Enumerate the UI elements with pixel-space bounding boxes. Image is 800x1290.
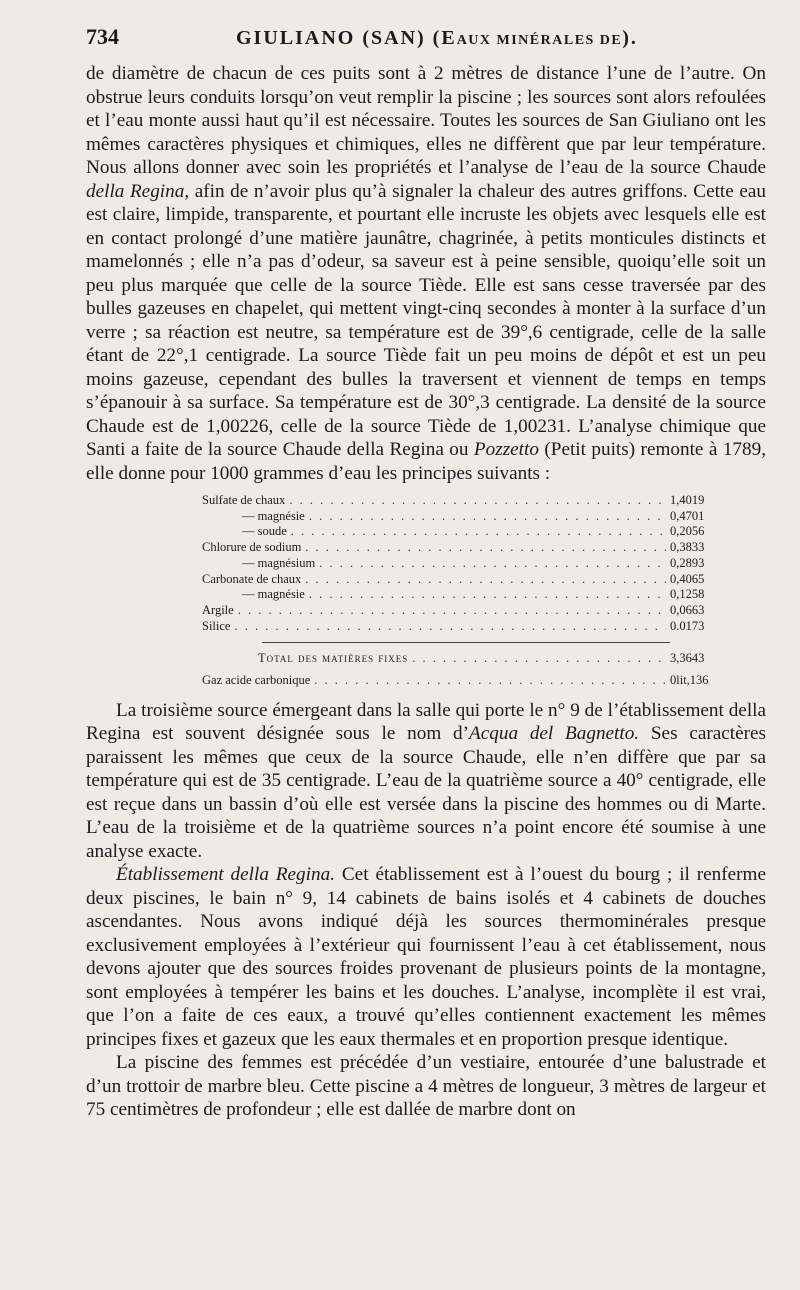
row-label: Carbonate de chaux [202,571,302,586]
row-label: — soude [242,524,287,539]
paragraph-1-text-b: , afin de n’avoir plus qu’à signaler la chaleur des autres griffons. Cette eau est claire, limpide, transparente, et pourtant elle incruste les objets avec lesquels elle est en contact prolongé d’une matière jaunâtre, chagrinée, à petits monticules distincts et mamelonnés ; elle n’a pas d’odeur, sa saveur est à peine sensible, quoiqu’elle soit un peu plus marquée que celle de la source Tiède. Elle est sans cesse traversée par des bulles gazeuses en chapelet, qui mettent vingt-cinq secondes à monter à la surface d’un verre ; sa réaction est neutre, sa température est de 39°,6 centigrade, celle de la salle étant de 22°,1 centigrade. La source Tiède fait un peu moins de dépôt et est un peu moins gazeuse, cependant des bulles la traversent et viennent de temps en temps s’épanouir à sa surface. Sa température est de 30°,3 centigrade. La densité de la source Chaude est de 1,00226, celle de la source Tiède de 1,00231. L’analyse chimique que Santi a faite de la source Chaude della Regina ou [86,180,766,460]
total-label: Total des matières fixes [258,651,409,666]
paragraph-2 [86,699,766,864]
row-label: Silice [202,618,231,633]
analysis-row [202,619,766,635]
analysis-row [202,556,766,572]
paragraph-3 [86,863,766,1051]
paragraph-2-emphasis: Acqua del Bagnetto. [469,723,640,745]
table-rule [262,642,670,643]
row-value: 0,1258 [670,587,705,602]
paragraph-3-text: Cet établissement est à l’ouest du bourg ; il renferme deux piscines, le bain n° 9, 14 cabinets de bains isolés et 4 cabinets de douches ascendantes. Nous avons indiqué déjà les sources thermominérales presque exclusivement employées à l’extérieur qui fournissent l’eau à cet établissement, nous devons ajouter que des sources froides provenant de plusieurs points de la montagne, sont employées à tempérer les bains et les douches. L’analyse, incomplète il est vrai, que l’on a faite de ces eaux, a trouvé qu’elles contiennent exactement les mêmes principes fixes et gazeux que les eaux thermales et en proportion presque identique. [86,864,767,1050]
row-value: 0,2893 [670,555,705,570]
page-number: 734 [86,24,119,49]
analysis-row [202,540,766,556]
analysis-row [202,493,766,509]
total-value: 3,3643 [670,651,705,666]
analysis-table [86,493,766,689]
paragraph-1-text-c: (Petit puits) remonte à 1789, elle donne pour 1000 grammes d’eau les principes suivants : [86,439,766,484]
running-title-end: ). [622,27,638,49]
row-label: — magnésie [242,508,305,523]
row-value: 1,4019 [670,493,705,507]
gas-label: Gaz acide carbonique [202,673,311,688]
row-value: 0,4701 [670,508,705,523]
paragraph-4-text: La piscine des femmes est précédée d’un vestiaire, entourée d’une balustrade et d’un trottoir de marbre bleu. Cette piscine a 4 mètres de longueur, 3 mètres de largeur et 75 centimètres de profondeur ; elle est dallée de marbre dont on [86,1052,766,1121]
paragraph-4 [86,1051,766,1122]
running-title-smallcaps: AUX MINÉRALES DE [456,33,623,48]
paragraph-2-text-a: La troisième source émergeant dans la salle qui porte le n° 9 de l’établissement della Regina est souvent désignée sous le nom d’ [86,699,766,745]
paragraph-2-text-b: Ses caractères paraissent les mêmes que ceux de la source Chaude, elle n’en diffère que par sa température qui est de 35 centigrade. L’eau de la quatrième source a 40° centigrade, elle est reçue dans un bassin d’où elle est versée dans la piscine des hommes ou di Marte. L’eau de la troisième et de la quatrième sources n’a point encore été soumise à une analyse exacte. [86,723,766,862]
analysis-row [202,524,766,540]
row-label: Argile [202,602,234,617]
running-header [86,24,760,60]
row-value: 0,0663 [670,602,705,617]
paragraph-1-emphasis-b: Pozzetto [473,439,539,460]
row-value: 0,3833 [670,540,705,555]
gas-value: 0lit,136 [670,673,709,688]
analysis-row [202,509,766,525]
row-value: 0.0173 [670,618,705,633]
row-label: Chlorure de sodium [202,540,302,555]
row-label: Sulfate de chaux [202,493,286,507]
page-body [86,62,766,1122]
paragraph-1-emphasis-a: della Regina [86,180,185,202]
running-title-main: GIULIANO (SAN) (E [236,27,457,49]
row-label: — magnésie [242,587,305,602]
row-value: 0,2056 [670,524,705,539]
section-heading: Établissement della Regina. [116,864,335,886]
row-value: 0,4065 [670,571,705,586]
gas-row [202,673,766,689]
total-row [202,651,766,667]
running-title [236,27,638,50]
analysis-row [202,587,766,603]
analysis-row [202,603,766,619]
paragraph-1 [86,62,766,485]
paragraph-1-text-a: de diamètre de chacun de ces puits sont à 2 mètres de distance l’une de l’autre. On obstrue leurs conduits lorsqu’on veut remplir la piscine ; les sources sont alors refoulées et l’eau monte aussi haut qu’il est nécessaire. Toutes les sources de San Giuliano ont les mêmes caractères physiques et chimiques, elles ne diffèrent que par leur température. Nous allons donner avec soin les propriétés et l’analyse de l’eau de la source Chaude [86,63,766,178]
row-label: — magnésium [242,555,316,570]
analysis-row [202,572,766,588]
